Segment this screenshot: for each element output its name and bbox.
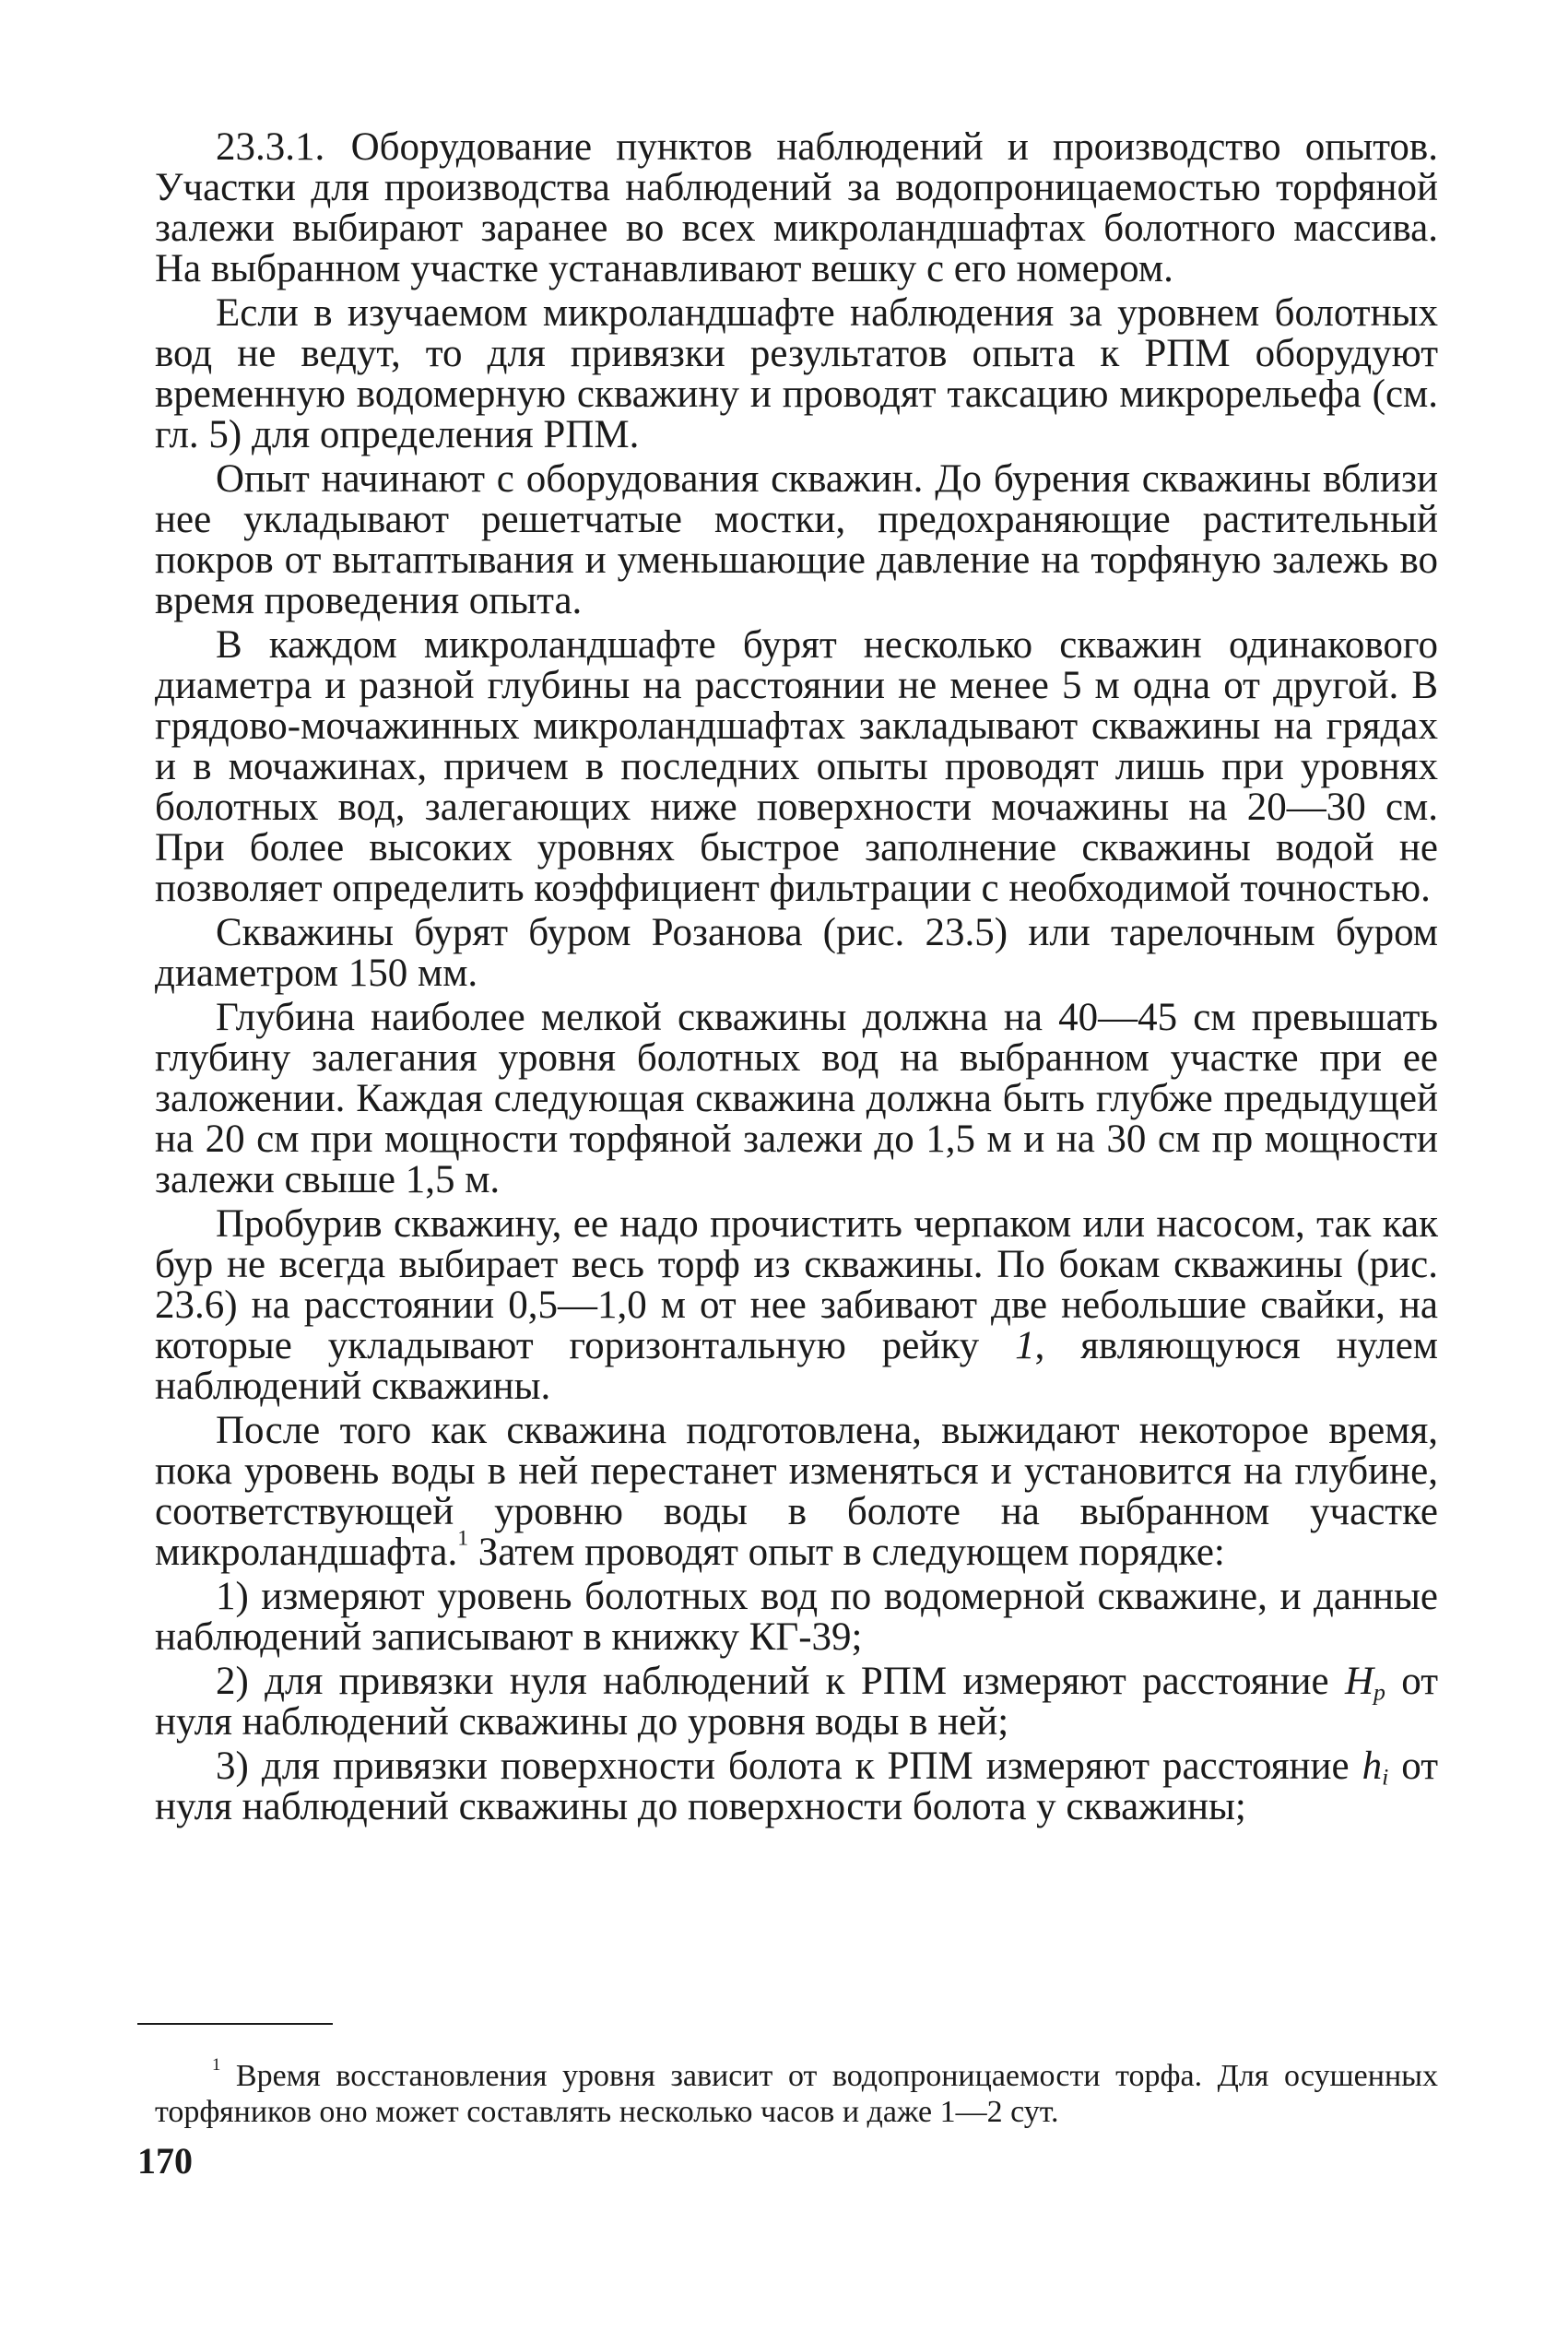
paragraph-section-23-3-1 — [155, 127, 1438, 290]
paragraph-text: После того как скважина подготовлена, выжидают некоторое время, пока уровень воды в ней перестанет изменяться и установится на глубине, соответствующей уровню воды в болоте на выбранном участке микроландшафта. — [155, 1409, 1438, 1574]
variable-subscript — [1373, 1678, 1385, 1705]
section-number: 23.3.1. — [216, 125, 325, 169]
list-item-text: для привязки нуля наблюдений к РПМ измеряют расстояние — [248, 1660, 1345, 1703]
footnote-marker: 1 — [212, 2055, 221, 2076]
variable-subscript-text: i — [1382, 1763, 1389, 1791]
variable-subscript-text: p — [1373, 1678, 1385, 1706]
paragraph-text: Оборудование пунктов наблюдений и производство опытов. Участки для производства наблюдений за водопроницаемостью торфяной залежи выбирают заранее во всех микроландшафтах болотного массива. На выбранном участке устанавливают вешку с его номером. — [155, 125, 1438, 290]
list-marker: 2) — [216, 1660, 249, 1703]
figure-label-ref: 1 — [1015, 1324, 1035, 1367]
variable-symbol: H — [1344, 1660, 1374, 1703]
paragraph: Если в изучаемом микроландшафте наблюдения за уровнем болотных вод не ведут, то для привязки результатов опыта к РПМ оборудуют временную водомерную скважину и проводят таксацию микрорельефа (см. гл. 5) для определения РПМ. — [155, 291, 1438, 456]
list-marker: 3) — [216, 1745, 249, 1788]
paragraph: В каждом микроландшафте бурят несколько скважин одинакового диаметра и разной глубины на расстоянии не менее 5 м одна от другой. В грядово-мочажинных микроландшафтах закладывают скважины на грядах и в мочажинах, причем в последних опыты проводят лишь при уровнях болотных вод, залегающих ниже поверхности мочажины на 20—30 см. При более высоких уровнях быстрое заполнение скважины водой не позволяет определить коэффициент фильтрации с необходимой точностью. — [155, 623, 1438, 910]
paragraph-text: Пробурив скважину, ее надо прочистить черпаком или насосом, так как бур не всегда выбирает весь торф из скважины. По бокам скважины (рис. 23.6) на расстоянии 0,5—1,0 м от нее забивают две небольшие свайки, на которые укладывают горизонтальную рейку — [155, 1202, 1438, 1367]
list-item — [155, 1746, 1438, 1827]
paragraph — [155, 1411, 1438, 1573]
list-item — [155, 1662, 1438, 1743]
footnote-reference: 1 — [457, 1526, 469, 1551]
paragraph: Опыт начинают с оборудования скважин. До бурения скважины вблизи нее укладывают решетчатые мостки, предохраняющие растительный покров от вытаптывания и уменьшающие давление на торфяную залежь во время проведения опыта. — [155, 457, 1438, 622]
list-item-text: от нуля наблюдений скважины до поверхности болота у скважины; — [155, 1745, 1438, 1828]
list-item-text: для привязки поверхности болота к РПМ измеряют расстояние — [248, 1745, 1362, 1788]
paragraph-text: , являющуюся нулем наблюдений скважины. — [155, 1324, 1438, 1408]
list-item-text: измеряют уровень болотных вод по водомерной скважине, и данные наблюдений записывают в книжку КГ-39; — [155, 1575, 1438, 1659]
main-text — [155, 127, 1438, 1831]
paragraph — [155, 1204, 1438, 1407]
footnote-paragraph — [155, 2055, 1438, 2130]
footnote-text: Время восстановления уровня зависит от водопроницаемости торфа. Для осушенных торфяников оно может составлять несколько часов и даже 1—2 сут. — [155, 2059, 1438, 2129]
paragraph: Глубина наиболее мелкой скважины должна на 40—45 см превышать глубину залегания уровня болотных вод на выбранном участке при ее заложении. Каждая следующая скважина должна быть глубже предыдущей на 20 см при мощности торфяной залежи до 1,5 м и на 30 см пр мощности залежи свыше 1,5 м. — [155, 996, 1438, 1201]
list-item — [155, 1577, 1438, 1658]
list-marker: 1) — [216, 1575, 249, 1618]
paragraph: Скважины бурят буром Розанова (рис. 23.5) или тарелочным буром диаметром 150 мм. — [155, 911, 1438, 995]
list-item-text: от нуля наблюдений скважины до уровня воды в ней; — [155, 1660, 1438, 1744]
footnote-divider — [137, 2023, 333, 2025]
variable-symbol: h — [1362, 1745, 1383, 1788]
paragraph-text: Затем проводят опыт в следующем порядке: — [468, 1531, 1225, 1574]
page-number: 170 — [137, 2140, 193, 2182]
footnote — [155, 2055, 1438, 2130]
